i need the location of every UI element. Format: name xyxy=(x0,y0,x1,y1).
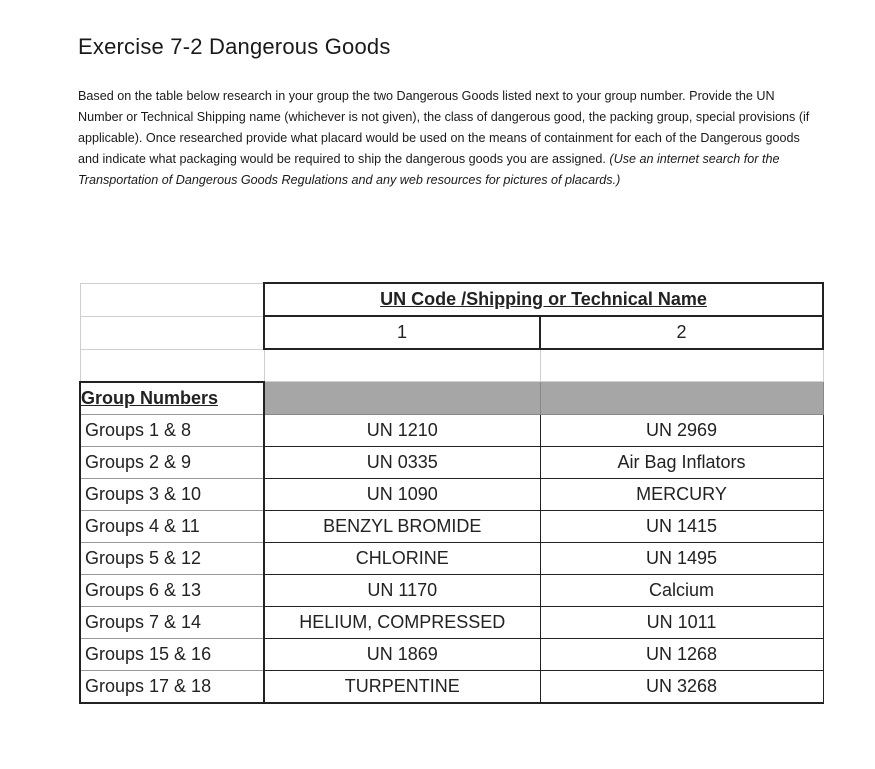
item-2-cell: UN 1268 xyxy=(540,638,823,670)
table-row xyxy=(80,414,823,446)
group-cell: Groups 5 & 12 xyxy=(80,542,264,574)
page-title: Exercise 7-2 Dangerous Goods xyxy=(78,34,391,59)
dangerous-goods-table xyxy=(79,282,824,704)
instructions-text: Based on the table below research in your group the two Dangerous Goods listed next to your group number. Provide the UN Number or Technical Shipping name (whichever is not given), the class of dangerous good, the packing group, special provisions (if applicable). Once researched provide what placard would be used on the means of containment for each of the Dangerous goods and indicate what packaging would be required to ship the dangerous goods you are assigned. xyxy=(78,89,810,166)
item-1-cell: CHLORINE xyxy=(264,542,540,574)
table-header-row xyxy=(80,283,823,316)
item-1-cell: UN 1170 xyxy=(264,574,540,606)
item-1-cell: UN 1869 xyxy=(264,638,540,670)
column-1-header: 1 xyxy=(264,316,540,349)
column-number-row xyxy=(80,316,823,349)
shaded-cell xyxy=(264,382,540,415)
shaded-cell xyxy=(540,382,823,415)
table-row xyxy=(80,638,823,670)
item-1-cell: TURPENTINE xyxy=(264,670,540,703)
empty-cell xyxy=(80,283,264,316)
table-row xyxy=(80,478,823,510)
empty-cell xyxy=(80,316,264,349)
table-row xyxy=(80,542,823,574)
item-1-cell: BENZYL BROMIDE xyxy=(264,510,540,542)
blank-row xyxy=(80,349,823,382)
item-1-cell: UN 1090 xyxy=(264,478,540,510)
empty-cell xyxy=(264,349,540,382)
empty-cell xyxy=(80,349,264,382)
empty-cell xyxy=(540,349,823,382)
item-2-cell: UN 1415 xyxy=(540,510,823,542)
item-2-cell: MERCURY xyxy=(540,478,823,510)
item-2-cell: UN 1495 xyxy=(540,542,823,574)
group-cell: Groups 15 & 16 xyxy=(80,638,264,670)
group-header-row xyxy=(80,382,823,415)
table-row xyxy=(80,574,823,606)
group-cell: Groups 7 & 14 xyxy=(80,606,264,638)
un-code-header: UN Code /Shipping or Technical Name xyxy=(264,283,823,316)
group-cell: Groups 2 & 9 xyxy=(80,446,264,478)
group-cell: Groups 4 & 11 xyxy=(80,510,264,542)
table-row xyxy=(80,606,823,638)
group-cell: Groups 1 & 8 xyxy=(80,414,264,446)
group-cell: Groups 3 & 10 xyxy=(80,478,264,510)
table-row xyxy=(80,510,823,542)
table-row xyxy=(80,446,823,478)
instructions-paragraph xyxy=(78,86,813,191)
item-1-cell: UN 1210 xyxy=(264,414,540,446)
column-2-header: 2 xyxy=(540,316,823,349)
instructions-note: (Use an internet search for the Transportation of Dangerous Goods Regulations and any web resources for pictures of placards.) xyxy=(78,152,780,187)
item-1-cell: HELIUM, COMPRESSED xyxy=(264,606,540,638)
item-2-cell: UN 2969 xyxy=(540,414,823,446)
group-cell: Groups 17 & 18 xyxy=(80,670,264,703)
item-2-cell: UN 3268 xyxy=(540,670,823,703)
item-2-cell: Calcium xyxy=(540,574,823,606)
item-2-cell: UN 1011 xyxy=(540,606,823,638)
table-row xyxy=(80,670,823,703)
group-numbers-header: Group Numbers xyxy=(80,382,264,415)
item-2-cell: Air Bag Inflators xyxy=(540,446,823,478)
item-1-cell: UN 0335 xyxy=(264,446,540,478)
group-cell: Groups 6 & 13 xyxy=(80,574,264,606)
